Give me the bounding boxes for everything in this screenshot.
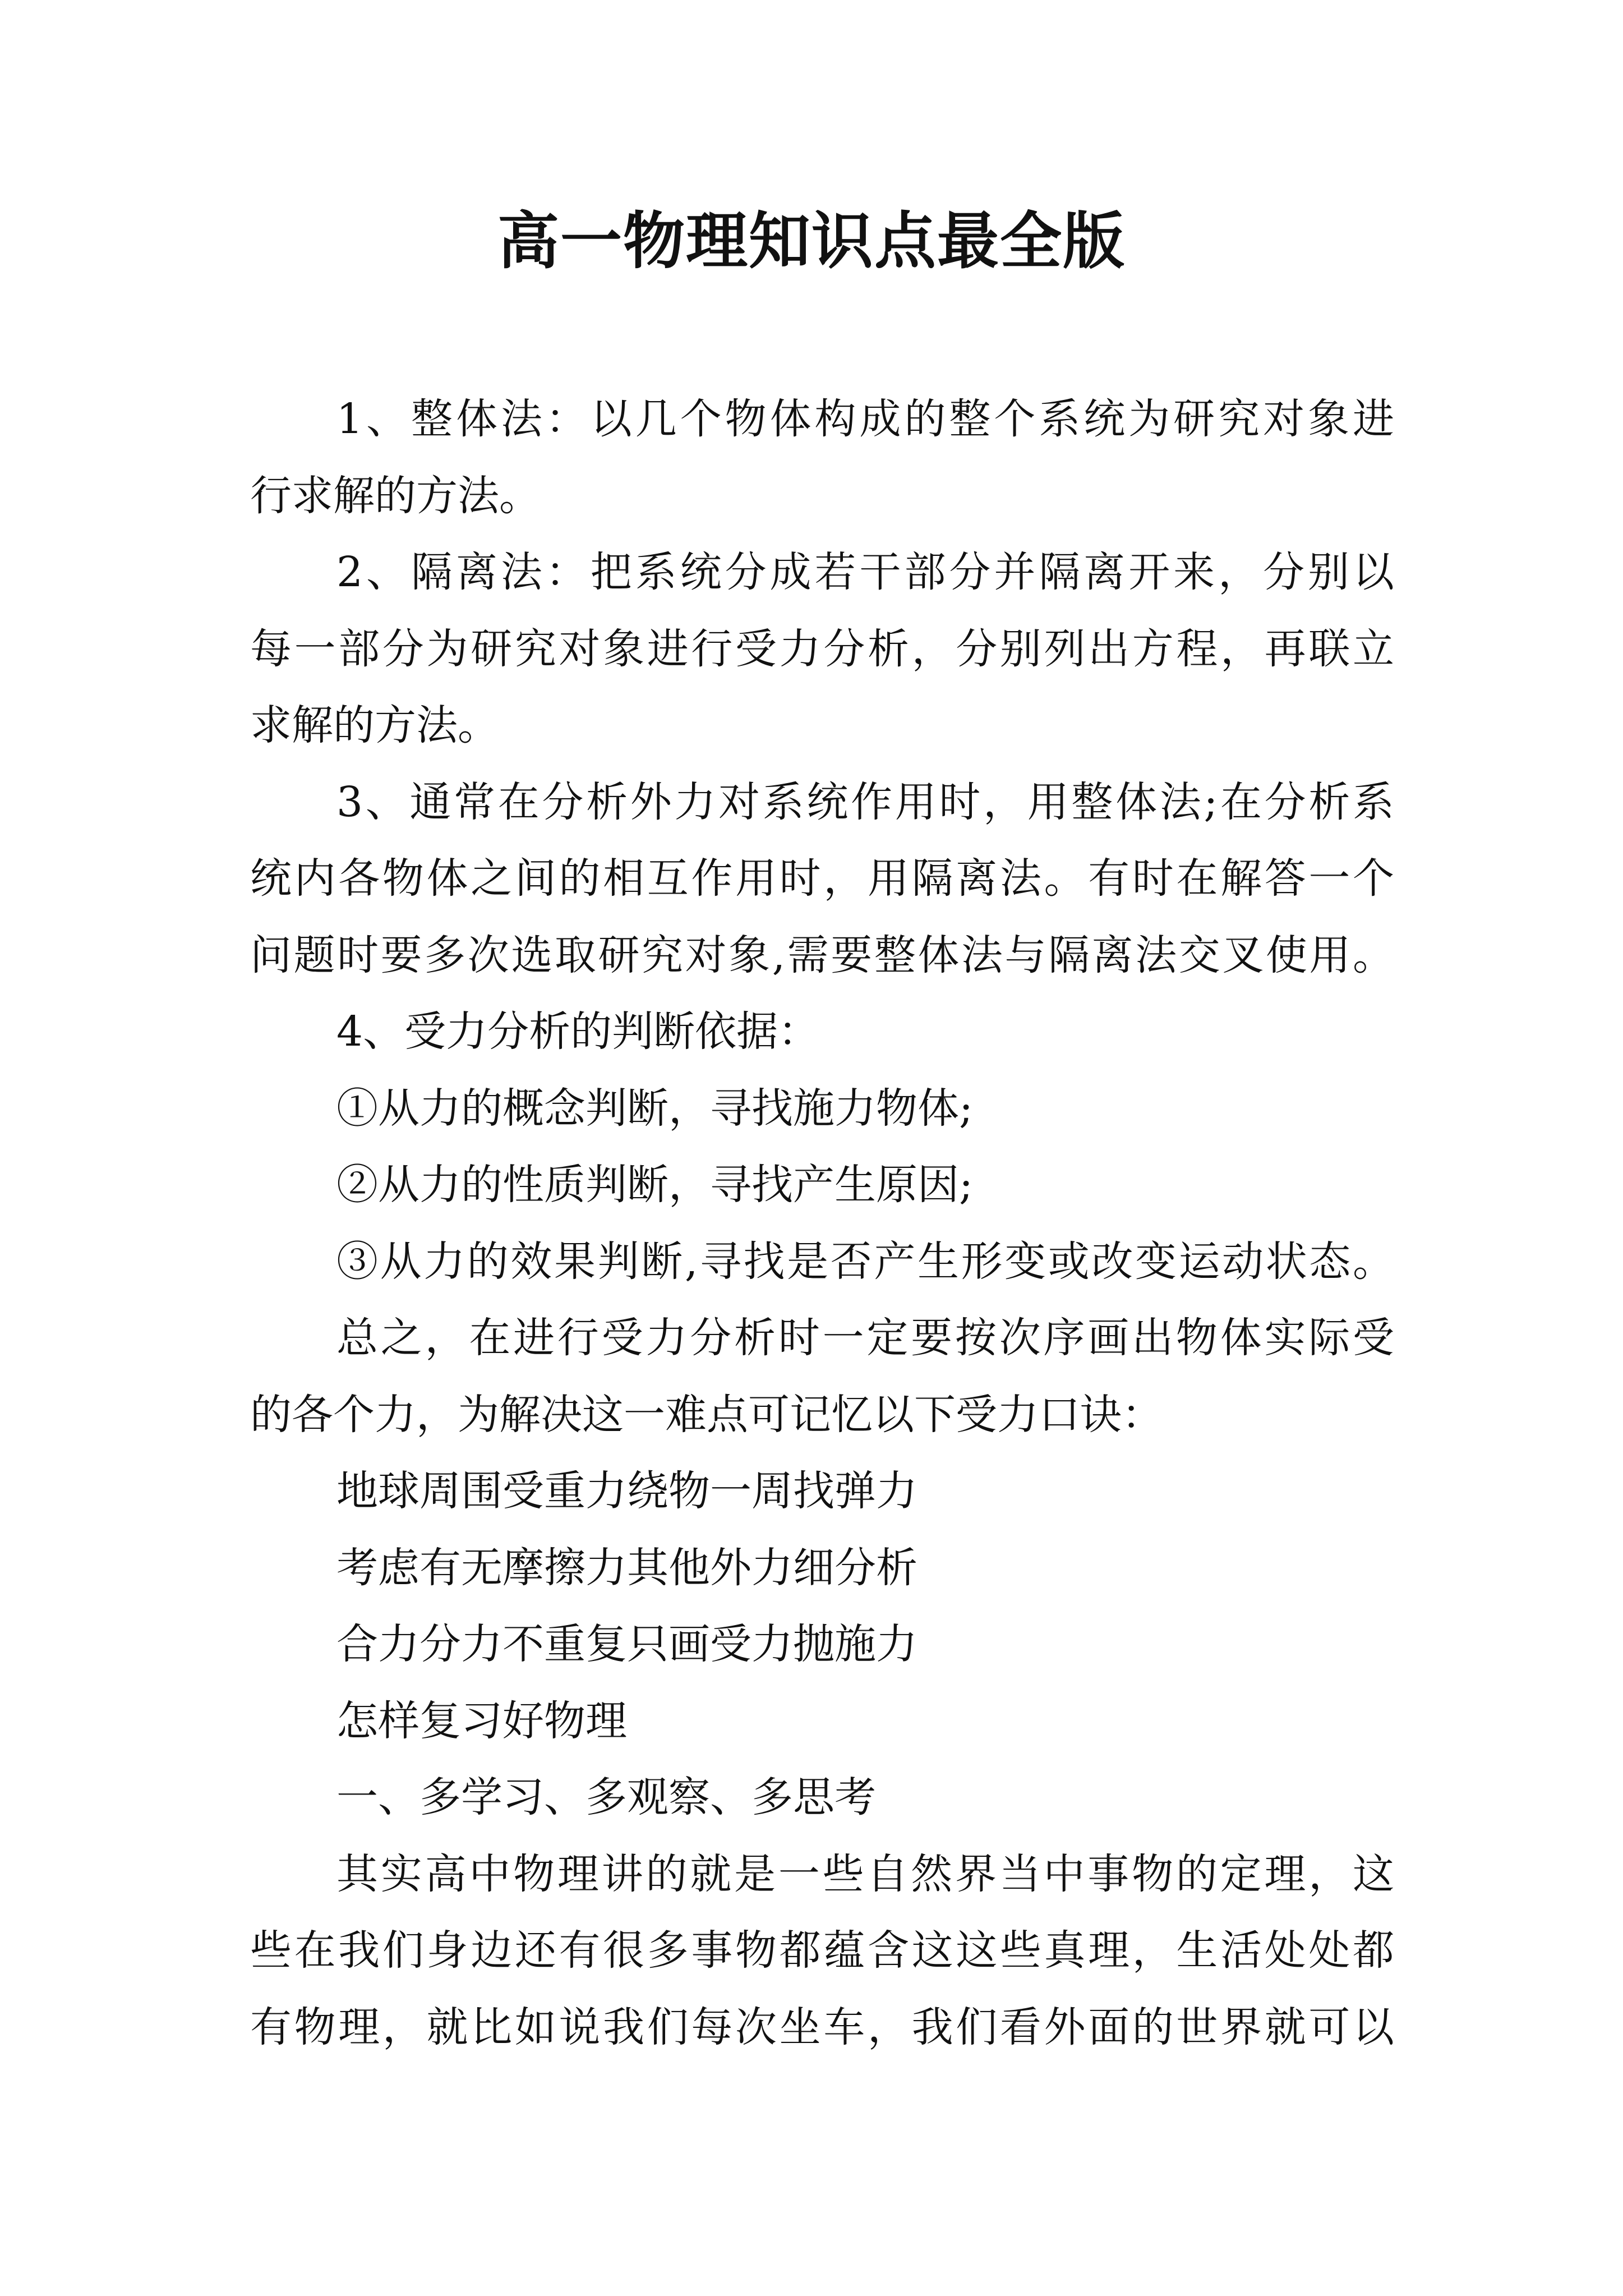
paragraph-line: 3、通常在分析外力对系统作用时，用整体法;在分析系	[336, 778, 1394, 826]
paragraph-line: 合力分力不重复只画受力抛施力	[336, 1620, 917, 1668]
document-title: 高一物理知识点最全版	[497, 205, 1126, 277]
paragraph-line: 地球周围受重力绕物一周找弹力	[336, 1467, 917, 1515]
paragraph-line: 每一部分为研究对象进行受力分析，分别列出方程，再联立	[250, 625, 1394, 673]
paragraph-line: 考虑有无摩擦力其他外力细分析	[336, 1544, 917, 1592]
paragraph-line: 总之，在进行受力分析时一定要按次序画出物体实际受	[336, 1314, 1394, 1362]
paragraph-line: ①从力的概念判断，寻找施力物体;	[336, 1084, 973, 1133]
paragraph-line: 的各个力，为解决这一难点可记忆以下受力口诀：	[250, 1391, 1163, 1439]
paragraph-line: 其实高中物理讲的就是一些自然界当中事物的定理，这	[336, 1850, 1394, 1898]
paragraph-line: 一、多学习、多观察、多思考	[336, 1773, 876, 1821]
paragraph-line: 问题时要多次选取研究对象,需要整体法与隔离法交叉使用。	[250, 931, 1394, 979]
paragraph-line: ③从力的效果判断,寻找是否产生形变或改变运动状态。	[336, 1237, 1394, 1286]
paragraph-line: 行求解的方法。	[250, 472, 541, 520]
paragraph-line: 有物理，就比如说我们每次坐车，我们看外面的世界就可以	[250, 2003, 1394, 2051]
paragraph-line: 怎样复习好物理	[336, 1697, 627, 1745]
paragraph-line: 统内各物体之间的相互作用时，用隔离法。有时在解答一个	[250, 854, 1394, 903]
paragraph-line: ②从力的性质判断，寻找产生原因;	[336, 1161, 973, 1209]
paragraph-line: 求解的方法。	[250, 701, 499, 749]
paragraph-line: 1、整体法：以几个物体构成的整个系统为研究对象进	[336, 395, 1394, 443]
paragraph-line: 4、受力分析的判断依据：	[336, 1007, 820, 1056]
paragraph-line: 些在我们身边还有很多事物都蕴含这这些真理，生活处处都	[250, 1926, 1394, 1975]
paragraph-line: 2、隔离法：把系统分成若干部分并隔离开来，分别以	[336, 548, 1394, 596]
